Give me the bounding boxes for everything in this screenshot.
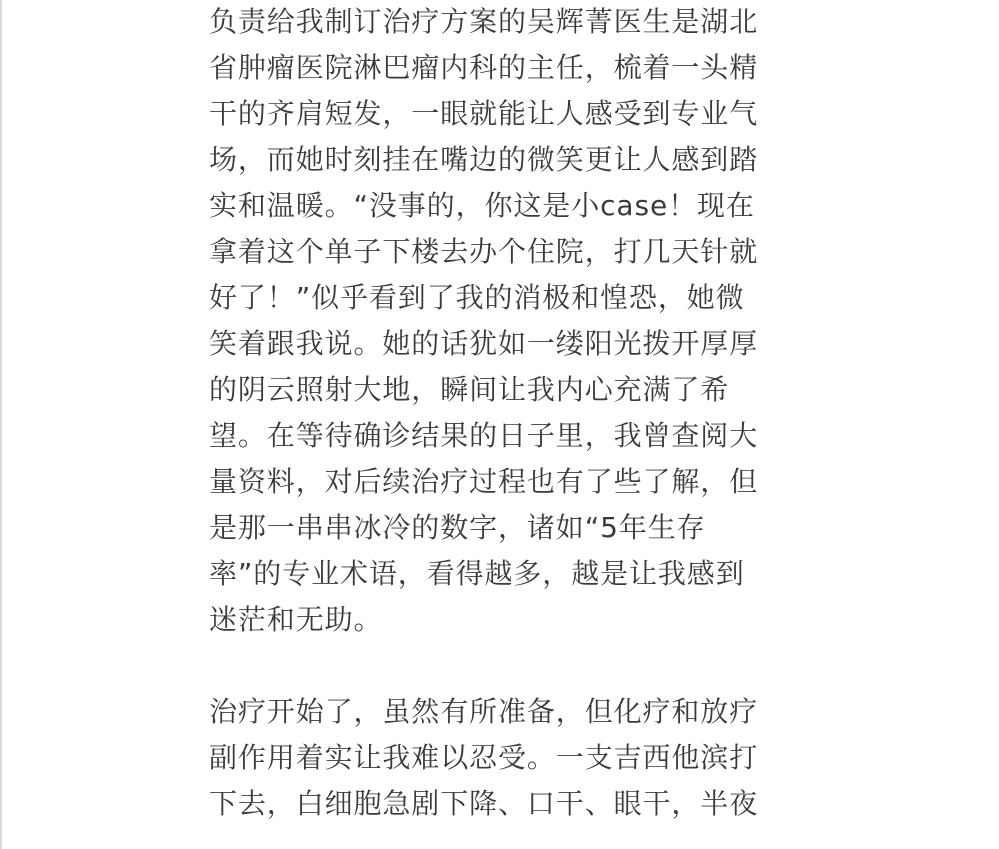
text-line: 下去，白细胞急剧下降、口干、眼干，半夜: [209, 787, 759, 820]
text-line: 干的齐肩短发，一眼就能让人感受到专业气: [209, 97, 759, 130]
text-line: 笑着跟我说。她的话犹如一缕阳光拨开厚厚: [209, 327, 759, 360]
text-line: 副作用着实让我难以忍受。一支吉西他滨打: [209, 741, 759, 774]
text-line: 拿着这个单子下楼去办个住院，打几天针就: [209, 235, 759, 268]
text-line: 是那一串串冰冷的数字，诸如“5年生存: [209, 511, 706, 544]
article-body: [209, 0, 799, 827]
text-line: 治疗开始了，虽然有所准备，但化疗和放疗: [209, 695, 759, 728]
left-edge-divider: [0, 0, 2, 849]
article-paragraph: [209, 0, 799, 643]
text-line: 迷茫和无助。: [209, 603, 383, 636]
text-line: 望。在等待确诊结果的日子里，我曾查阅大: [209, 419, 759, 452]
text-line: 实和温暖。“没事的，你这是小case！现在: [209, 189, 755, 222]
text-line: 好了！”似乎看到了我的消极和惶恐，她微: [209, 281, 745, 314]
text-line: 的阴云照射大地，瞬间让我内心充满了希: [209, 373, 730, 406]
text-line: 场，而她时刻挂在嘴边的微笑更让人感到踏: [209, 143, 759, 176]
text-line: 负责给我制订治疗方案的吴辉菁医生是湖北: [209, 5, 759, 38]
text-line: 省肿瘤医院淋巴瘤内科的主任，梳着一头精: [209, 51, 759, 84]
article-paragraph: [209, 689, 799, 827]
text-line: 量资料，对后续治疗过程也有了些了解，但: [209, 465, 759, 498]
text-line: 率”的专业术语，看得越多，越是让我感到: [209, 557, 745, 590]
